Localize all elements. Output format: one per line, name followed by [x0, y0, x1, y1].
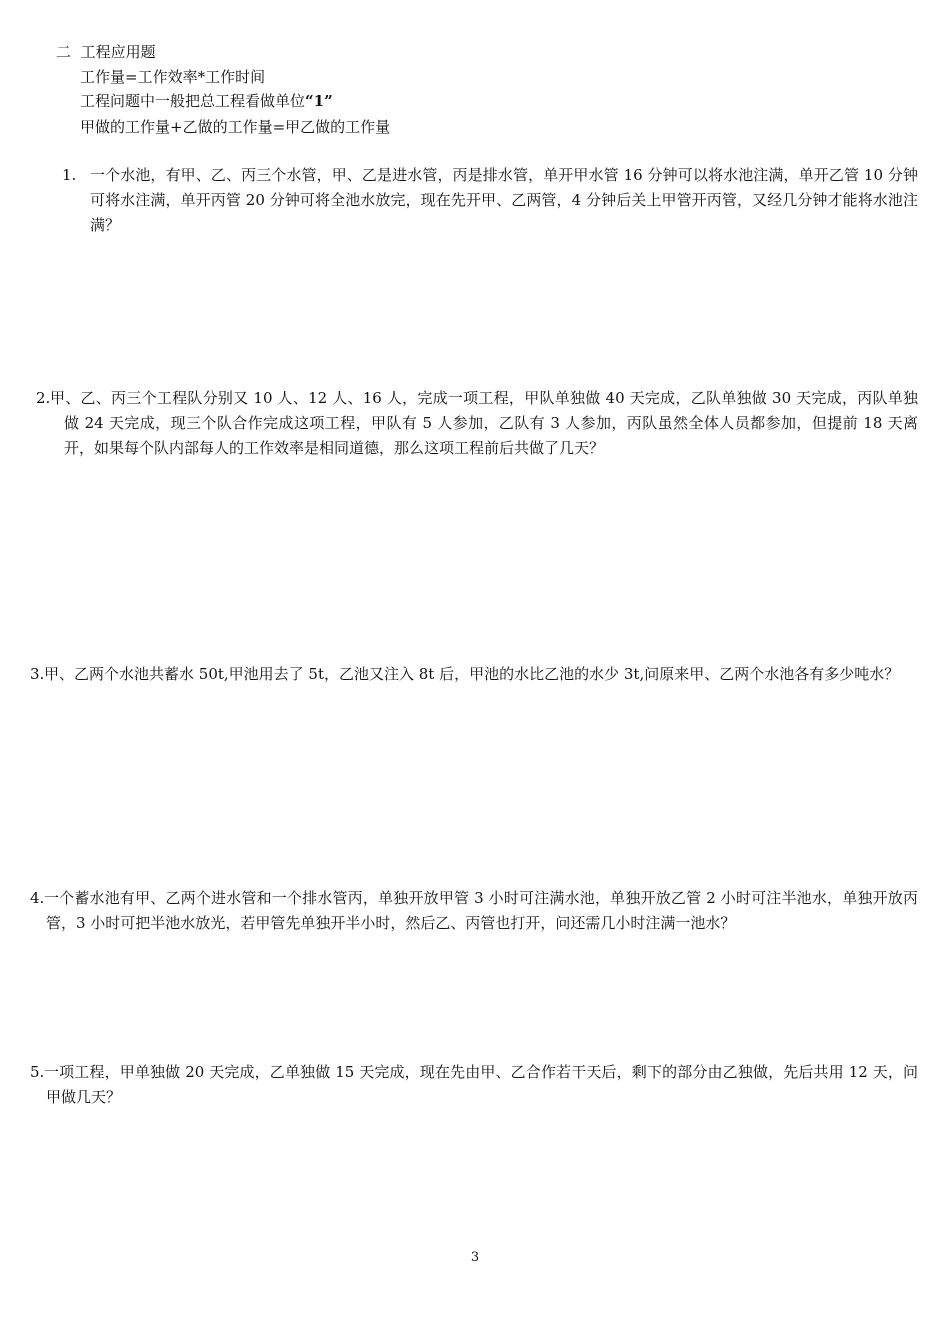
problem-1-number: 1. [62, 166, 77, 184]
section-heading-title: 工程应用题 [80, 43, 156, 61]
formula-unit-one-text: 工程问题中一般把总工程看做单位 [80, 92, 306, 110]
problem-5 [30, 1060, 918, 1110]
problem-3-text: 甲、乙两个水池共蓄水 50t,甲池用去了 5t，乙池又注入 8t 后，甲池的水比乙池的水少 3t,问原来甲、乙两个水池各有多少吨水？ [44, 665, 900, 683]
formula-work-amount [80, 66, 265, 88]
formula-unit-one-value: “1” [305, 92, 333, 110]
problem-4-text: 一个蓄水池有甲、乙两个进水管和一个排水管丙，单独开放甲管 3 小时可注满水池，单独开放乙管 2 小时可注半池水，单独开放丙管，3 小时可把半池水放光，若甲管先单独开半小时，然后乙、丙管也打开，问还需几小时注满一池水？ [44, 889, 918, 932]
problem-4 [30, 886, 918, 936]
problem-1-text: 一个水池，有甲、乙、丙三个水管，甲、乙是进水管，丙是排水管，单开甲水管 16 分钟可以将水池注满，单开乙管 10 分钟可将水注满，单开丙管 20 分钟可将全池水放完，现在先开甲、乙两管，4 分钟后关上甲管开丙管，又经几分钟才能将水池注满？ [90, 166, 918, 234]
section-heading [56, 41, 156, 63]
problem-2-text: 甲、乙、丙三个工程队分别又 10 人、12 人、16 人，完成一项工程，甲队单独做 40 天完成，乙队单独做 30 天完成，丙队单独做 24 天完成，现三个队合作完成这项工程，甲队有 5 人参加，乙队有 3 人参加，丙队虽然全体人员都参加，但提前 18 天离开，如果每个队内部每人的工作效率是相同道德，那么这项工程前后共做了几天？ [50, 389, 918, 457]
section-heading-number: 二 [56, 43, 72, 61]
formula-combined-work-text: 甲做的工作量+乙做的工作量=甲乙做的工作量 [80, 118, 391, 136]
formula-combined-work [80, 116, 390, 138]
page-number: 3 [470, 1250, 480, 1265]
problem-1 [62, 163, 918, 238]
problem-4-number: 4. [30, 889, 45, 907]
formula-work-amount-text: 工作量=工作效率*工作时间 [80, 68, 266, 86]
problem-3 [30, 662, 918, 687]
problem-3-number: 3. [30, 665, 45, 683]
problem-5-number: 5. [30, 1063, 45, 1081]
formula-unit-one [80, 90, 333, 112]
problem-2-number: 2. [36, 389, 51, 407]
problem-5-text: 一项工程，甲单独做 20 天完成，乙单独做 15 天完成，现在先由甲、乙合作若干天后，剩下的部分由乙独做，先后共用 12 天，问甲做几天？ [44, 1063, 918, 1106]
problem-2 [36, 386, 918, 461]
